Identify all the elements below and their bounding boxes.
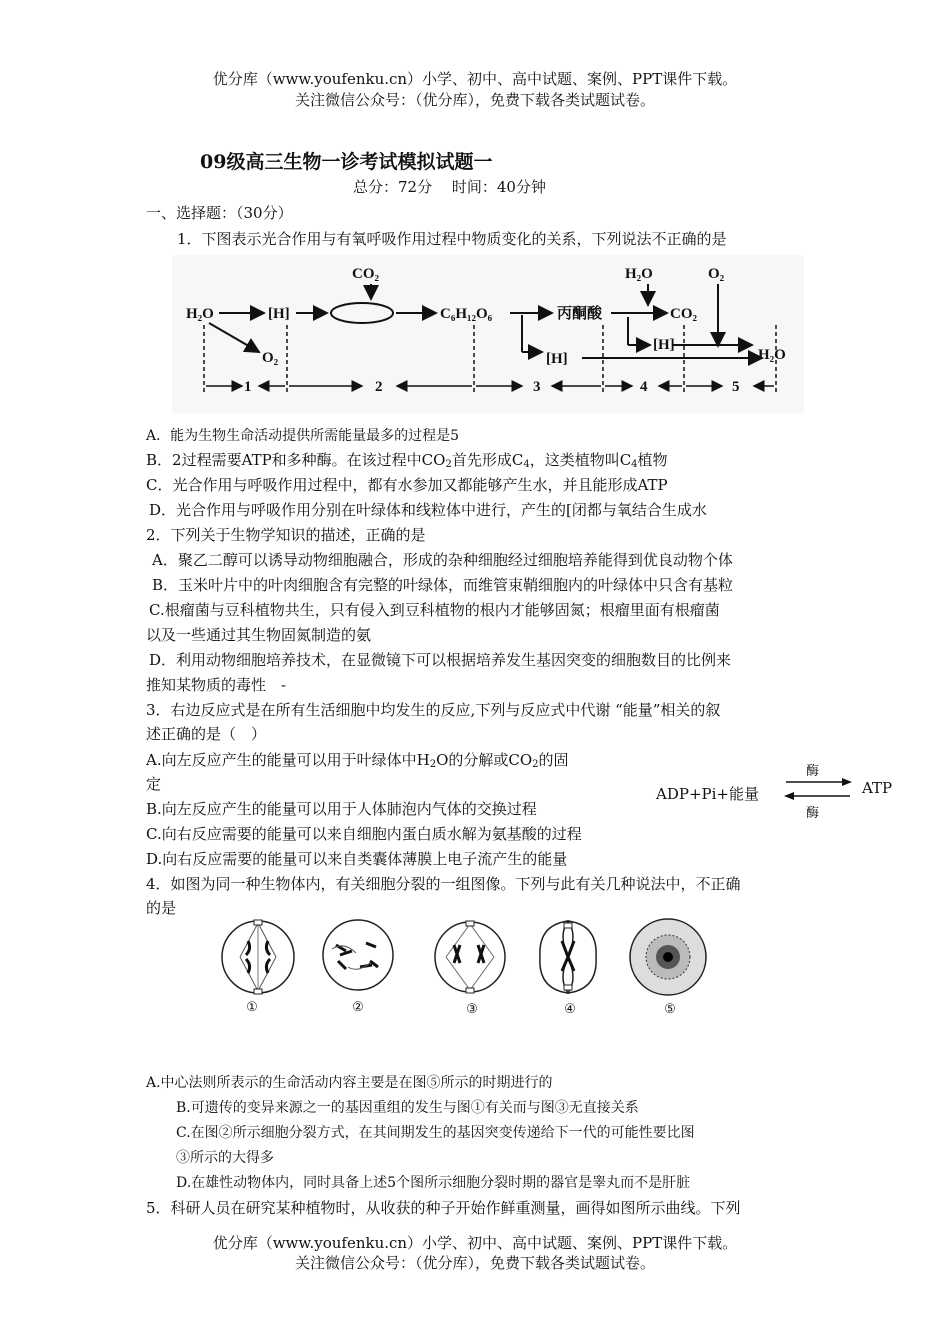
diagram-o2-top: O₂ [708,266,725,282]
q4-option-d: D.在雄性动物体内，同时具备上述5个图所示细胞分裂时期的器官是睾丸而不是肝脏 [176,1175,691,1191]
cell-label: ① [246,999,258,1014]
diagram-co2-top: CO₂ [352,266,379,282]
diagram-h2o-right: H₂O [758,347,786,363]
q1-option-c: C．光合作用与呼吸作用过程中，都有水参加又都能够产生水，并且能形成ATP [146,476,668,494]
page-title: 09级高三生物一诊考试模拟试题一 [200,151,493,173]
q2-option-c-line1: C.根瘤菌与豆科植物共生，只有侵入到豆科植物的根内才能够固氮；根瘤里面有根瘤菌 [149,601,720,619]
q3-option-d: D.向右反应需要的能量可以来自类囊体薄膜上电子流产生的能量 [146,850,568,868]
header-line-2: 关注微信公众号：（优分库），免费下载各类试题试卷。 [294,91,655,109]
q3-stem-line1: 3．右边反应式是在所有生活细胞中均发生的反应,下列与反应式中代谢 “能量”相关的叙 [146,701,721,719]
q2-option-c-line2: 以及一些通过其生物固氮制造的氨 [146,626,372,644]
reaction-arrows [780,777,856,801]
q2-option-a: A．聚乙二醇可以诱导动物细胞融合，形成的杂种细胞经过细胞培养能得到优良动物个体 [152,551,733,569]
cell-3 [435,921,505,993]
diagram-h-low: [H] [546,351,568,367]
diagram-h2o-left: H₂O [186,306,214,322]
q2-stem: 2．下列关于生物学知识的描述，正确的是 [146,526,426,544]
diagram-pyruvate: 丙酮酸 [557,306,603,322]
reaction-enzyme-bottom: 酶 [806,806,820,821]
photosynthesis-respiration-diagram [172,255,804,413]
cell-label: ③ [466,1001,478,1016]
q1-option-d: D．光合作用与呼吸作用分别在叶绿体和线粒体中进行，产生的[闭都与氧结合生成水 [149,501,707,519]
diagram-stage-label: 4 [640,379,648,395]
diagram-glucose: C₆H₁₂O₆ [440,306,493,322]
q3-option-c: C.向右反应需要的能量可以来自细胞内蛋白质水解为氨基酸的过程 [146,825,582,843]
diagram-stage-label: 2 [375,379,383,395]
footer-line-2: 关注微信公众号：（优分库），免费下载各类试题试卷。 [294,1254,655,1272]
page-subtitle: 总分：72分 时间：40分钟 [353,178,546,196]
cell-5 [630,919,706,995]
q2-option-d-line2: 推知某物质的毒性 - [146,676,287,694]
q3-stem-line2: 述正确的是（ ） [146,725,267,743]
q4-option-b: B.可遗传的变异来源之一的基因重组的发生与图①有关而与图③无直接关系 [176,1100,639,1116]
reaction-enzyme-top: 酶 [806,764,820,779]
diagram-stage-label: 5 [732,379,740,395]
reaction-left: ADP+Pi+能量 [656,785,759,803]
diagram-stage-label: 1 [244,379,252,395]
q4-stem-line1: 4．如图为同一种生物体内，有关细胞分裂的一组图像。下列与此有关几种说法中，不正确 [146,875,741,893]
cell-2 [323,920,393,990]
cell-label: ④ [564,1001,576,1016]
section-heading: 一、选择题：（30分） [146,204,293,222]
q3-option-a-line2: 定 [146,775,162,793]
q4-option-c-line1: C.在图②所示细胞分裂方式，在其间期发生的基因突变传递给下一代的可能性要比图 [176,1125,695,1141]
cell-1 [222,920,294,994]
q2-option-b: B．玉米叶片中的叶肉细胞含有完整的叶绿体，而维管束鞘细胞内的叶绿体中只含有基粒 [152,576,734,594]
diagram-h-left: [H] [268,306,290,322]
q5-stem: 5．科研人员在研究某种植物时，从收获的种子开始作鲜重测量，画得如图所示曲线。下列 [146,1199,741,1217]
cell-division-figures [210,915,720,1020]
q4-option-c-line2: ③所示的大得多 [176,1150,274,1166]
q3-option-b: B.向左反应产生的能量可以用于人体肺泡内气体的交换过程 [146,800,537,818]
reaction-right: ATP [862,779,893,797]
cell-4 [540,921,596,993]
q4-stem-line2: 的是 [146,899,177,917]
header-line-1: 优分库（www.youfenku.cn）小学、初中、高中试题、案例、PPT课件下载。 [212,70,738,88]
footer-line-1: 优分库（www.youfenku.cn）小学、初中、高中试题、案例、PPT课件下载。 [212,1234,738,1252]
q4-option-a: A.中心法则所表示的生命活动内容主要是在图⑤所示的时期进行的 [146,1075,553,1091]
diagram-stage-label: 3 [533,379,541,395]
cell-label: ⑤ [664,1001,676,1016]
diagram-h-mid: [H] [653,337,675,353]
diagram-o2-left: O₂ [262,350,279,366]
q2-option-d-line1: D．利用动物细胞培养技术，在显微镜下可以根据培养发生基因突变的细胞数目的比例来 [149,651,732,669]
diagram-h2o-top: H₂O [625,266,653,282]
q1-option-a: A．能为生物生命活动提供所需能量最多的过程是5 [146,428,460,444]
cell-label: ② [352,999,364,1014]
q1-stem: 1．下图表示光合作用与有氧呼吸作用过程中物质变化的关系，下列说法不正确的是 [177,230,727,248]
q3-option-a-line1: A.向左反应产生的能量可以用于叶绿体中$H_2O$的分解或$CO_2$的固 [146,751,569,770]
diagram-co2-right: CO₂ [670,306,697,322]
q1-option-b: B．2过程需要ATP和多种酶。在该过程中$CO_2$首先形成$C_4$，这类植物叫$C_4$植物 [146,451,668,470]
